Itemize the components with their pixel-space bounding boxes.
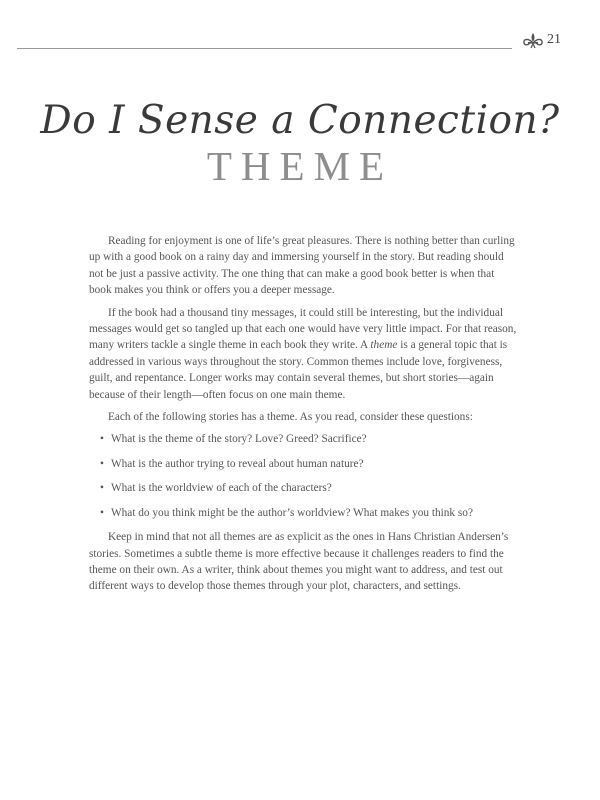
bullet: • xyxy=(100,433,104,446)
question-text: What is the worldview of each of the characters? xyxy=(111,482,332,495)
fleur-de-lis-icon xyxy=(520,31,546,49)
header-rule xyxy=(17,48,512,49)
list-item xyxy=(89,431,519,447)
bullet: • xyxy=(100,457,104,470)
paragraph-4: Keep in mind that not all themes are as explicit as the ones in Hans Christian Andersen’s stories. Sometimes a subtle theme is more effective because it challenges readers to find the theme on their own. As a writer, think about themes you might want to address, and test out different ways to develop those themes through your plot, characters, and settings. xyxy=(89,531,509,593)
body-text xyxy=(89,233,519,601)
bullet: • xyxy=(100,482,104,495)
paragraph-2 xyxy=(89,305,519,403)
page-number: 21 xyxy=(547,32,561,47)
question-text: What is the theme of the story? Love? Greed? Sacrifice? xyxy=(111,433,367,446)
list-item xyxy=(89,480,519,496)
question-text: What is the author trying to reveal about human nature? xyxy=(111,457,364,470)
paragraph-1: Reading for enjoyment is one of life’s great pleasures. There is nothing better than curling up with a good book on a rainy day and immersing yourself in the story. But reading should not be just a passive activity. The one thing that can make a good book better is when that book makes you think or offers you a deeper message. xyxy=(89,235,515,297)
question-text: What do you think might be the author’s worldview? What makes you think so? xyxy=(111,506,473,519)
list-item xyxy=(89,456,519,472)
paragraph-2-text-start: If the book had a thousand tiny messages, it could still be interesting, but the individual messages would get so tangled up that each one would have very little impact. For that reason, many writers tackle a single theme in each book they write. A xyxy=(89,306,517,352)
paragraph-3: Each of the following stories has a theme. As you read, consider these questions: xyxy=(108,411,473,424)
bullet: • xyxy=(100,506,104,519)
list-item xyxy=(89,505,519,521)
page-title-script: Do I Sense a Connection? xyxy=(40,98,560,143)
paragraph-2-text-end: is a general topic that is addressed in various ways throughout the story. Common themes include love, forgiveness, guilt, and repentance. Longer works may contain several themes, but short stories—again because of their length—often focus on one main theme. xyxy=(89,339,508,401)
theme-term: theme xyxy=(370,339,398,352)
page-title: THEME xyxy=(206,143,394,189)
question-list xyxy=(89,431,519,521)
